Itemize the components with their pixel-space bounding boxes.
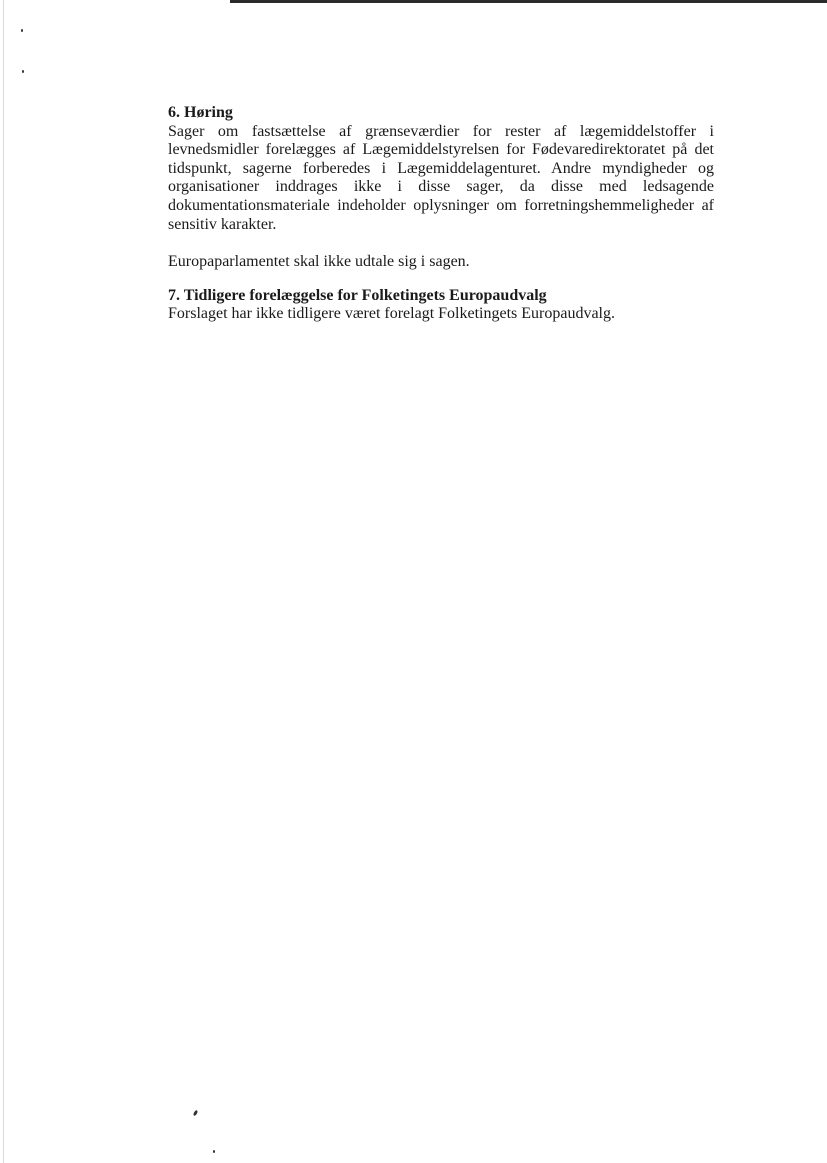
section-6-paragraph-2: Europaparlamentet skal ikke udtale sig i sagen. bbox=[168, 253, 470, 271]
scan-speck bbox=[213, 1150, 215, 1153]
document-body bbox=[168, 104, 714, 324]
section-7-paragraph: Forslaget har ikke tidligere været forelagt Folketingets Europaudvalg. bbox=[168, 305, 615, 323]
section-6-paragraph-1: Sager om fastsættelse af grænseværdier for rester af lægemiddelstoffer i levnedsmidler forelægges af Lægemiddelstyrelsen for Fødevaredirektoratet på det tidspunkt, sagerne forberedes i Lægemiddelagenturet. Andre myndigheder og organisationer inddrages ikke i disse sager, da disse med ledsagende dokumentationsmateriale indeholder oplysninger om forretningshemmeligheder af sensitiv karakter. bbox=[168, 122, 714, 233]
paragraph-spacer bbox=[168, 234, 714, 253]
section-6-heading: 6. Høring bbox=[168, 104, 233, 121]
scan-speck bbox=[22, 70, 24, 73]
section-spacer bbox=[168, 272, 714, 287]
scan-speck bbox=[193, 1110, 199, 1117]
scan-speck bbox=[21, 29, 23, 32]
section-7-heading: 7. Tidligere forelæggelse for Folketingets Europaudvalg bbox=[168, 286, 547, 304]
scan-left-edge bbox=[3, 0, 4, 1163]
top-border-line bbox=[230, 0, 827, 3]
